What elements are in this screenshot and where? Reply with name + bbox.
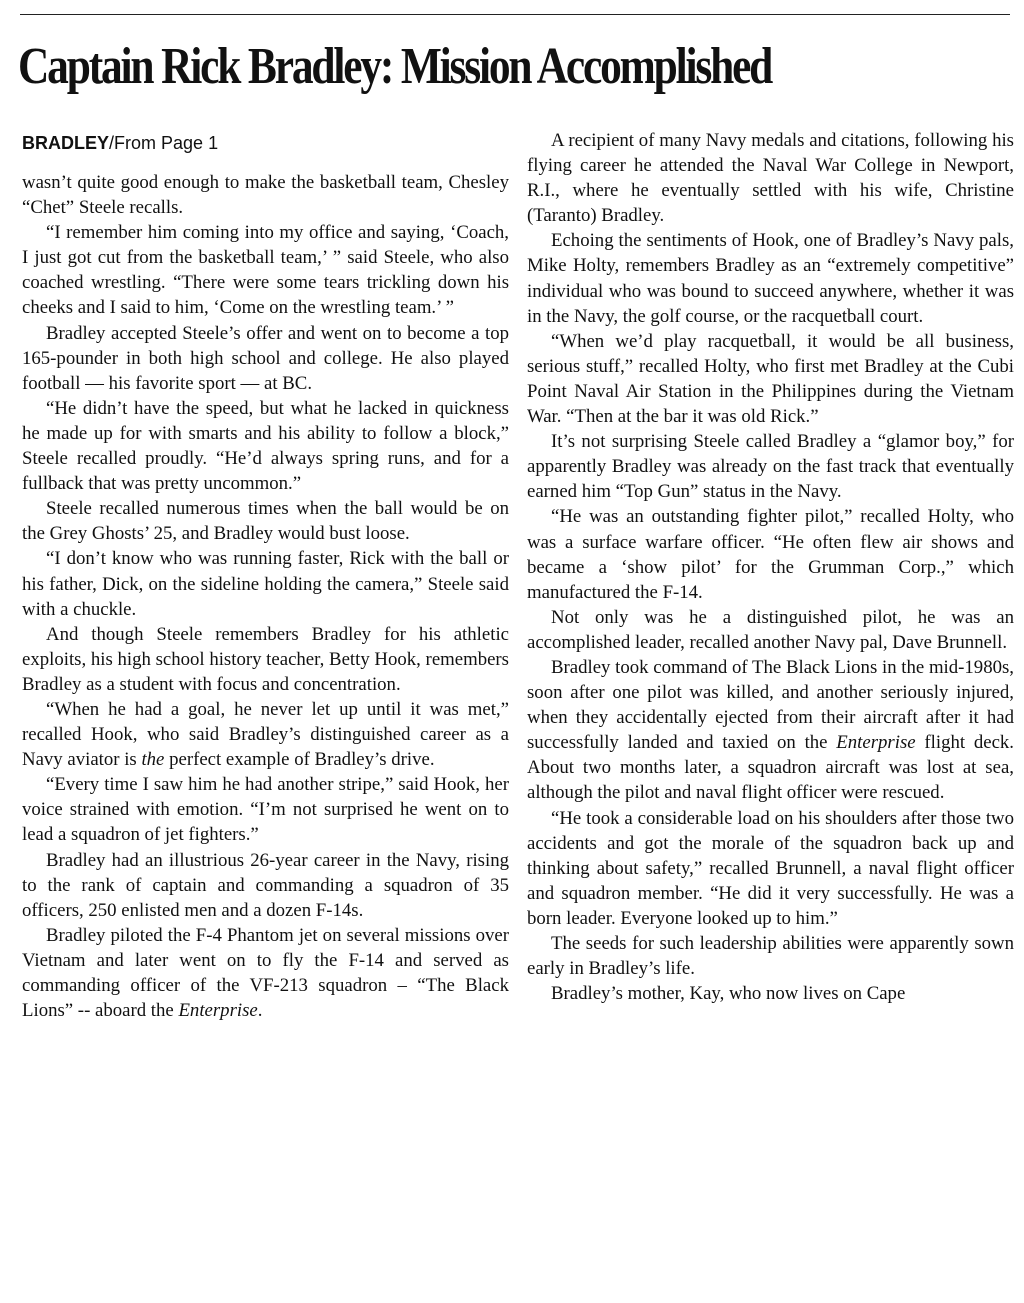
article-paragraph: [22, 546, 509, 621]
headline: Captain Rick Bradley: Mission Accomplished: [18, 38, 772, 95]
paragraph-text: Bradley’s mother, Kay, who now lives on Cape: [551, 983, 906, 1005]
paragraph-text: It’s not surprising Steele called Bradley a “glamor boy,” for apparently Bradley was already on the fast track that eventually earned him “Top Gun” status in the Navy.: [527, 431, 1014, 503]
article-paragraph: [527, 981, 1014, 1006]
paragraph-text: Steele recalled numerous times when the ball would be on the Grey Ghosts’ 25, and Bradley would bust loose.: [22, 498, 509, 545]
article-paragraph: [22, 772, 509, 847]
jump-word: BRADLEY: [22, 133, 110, 153]
paragraph-text: Bradley piloted the F-4 Phantom jet on several missions over Vietnam and later went on to fly the F-14 and served as commanding officer of the VF-213 squadron – “The Black Lions” -- aboard the: [22, 924, 509, 1022]
article-paragraph: [22, 170, 509, 220]
paragraph-text: “He took a considerable load on his shoulders after those two accidents and got the morale of the squadron back up and thinking about safety,” recalled Brunnell, a naval flight officer and squadron member. “He did it very successfully. He was a born leader. Everyone looked up to him.”: [527, 807, 1014, 929]
italic-text: Enterprise: [178, 1000, 258, 1022]
paragraph-text: The seeds for such leadership abilities were apparently sown early in Bradley’s life.: [527, 933, 1014, 980]
paragraph-text: Echoing the sentiments of Hook, one of Bradley’s Navy pals, Mike Holty, remembers Bradley as an “extremely competitive” individual who was bound to succeed anywhere, whether it was in the Navy, the golf course, or the racquetball court.: [527, 230, 1014, 327]
paragraph-text: .: [257, 1000, 263, 1022]
paragraph-text: Bradley had an illustrious 26-year career in the Navy, rising to the rank of captain and commanding a squadron of 35 officers, 250 enlisted men and a dozen F-14s.: [22, 849, 509, 921]
article-paragraph: [22, 321, 509, 396]
paragraph-text: “I remember him coming into my office and saying, ‘Coach, I just got cut from the basketball team,’ ” said Steele, who also coached wrestling. “There were some tears trickling down his cheeks and I said to him, ‘Come on the wrestling team.’ ”: [22, 222, 509, 319]
article-paragraph: [527, 329, 1014, 429]
article-paragraph: [527, 429, 1014, 504]
paragraph-text: A recipient of many Navy medals and citations, following his flying career he attended the Naval War College in Newport, R.I., where he eventually settled with his wife, Christine (Taranto) Bradley.: [527, 130, 1014, 227]
paragraph-text: Bradley accepted Steele’s offer and went on to become a top 165-pounder in both high school and college. He also played football — his favorite sport — at BC.: [22, 322, 509, 394]
top-rule: [20, 14, 1010, 15]
right-column: [527, 128, 1014, 1006]
paragraph-text: flight deck. About two months later, a squadron aircraft was lost at sea, although the pilot and naval flight officer were rescued.: [527, 732, 1014, 804]
paragraph-text: “He was an outstanding fighter pilot,” recalled Holty, who was a surface warfare officer. “He often flew air shows and became a ‘show pilot’ for the Grumman Corp.,” which manufactured the F-14.: [527, 506, 1014, 603]
article-paragraph: [22, 697, 509, 772]
article-paragraph: [22, 848, 509, 923]
left-column: [22, 128, 509, 1023]
article-paragraph: [22, 396, 509, 496]
article-paragraph: [527, 931, 1014, 981]
paragraph-text: “He didn’t have the speed, but what he lacked in quickness he made up for with smarts and his ability to follow a block,” Steele recalled proudly. “He’d always spring runs, and for a fullback that was pretty uncommon.”: [22, 397, 509, 495]
article-paragraph: [527, 504, 1014, 604]
left-column-body: [22, 170, 509, 1023]
italic-text: the: [141, 749, 165, 771]
jump-slash: /: [109, 133, 115, 153]
paragraph-text: And though Steele remembers Bradley for his athletic exploits, his high school history teacher, Betty Hook, remembers Bradley as a student with focus and concentration.: [22, 623, 509, 695]
article-paragraph: [527, 605, 1014, 655]
paragraph-text: Not only was he a distinguished pilot, he was an accomplished leader, recalled another Navy pal, Dave Brunnell.: [527, 606, 1014, 653]
article-paragraph: [22, 923, 509, 1023]
paragraph-text: “When we’d play racquetball, it would be all business, serious stuff,” recalled Holty, who first met Bradley at the Cubi Point Naval Air Station in the Philippines during the Vietnam War. “Then at the bar it was old Rick.”: [527, 330, 1014, 428]
article-paragraph: [527, 228, 1014, 328]
article-paragraph: [22, 220, 509, 320]
paragraph-text: “I don’t know who was running faster, Rick with the ball or his father, Dick, on the sideline holding the camera,” Steele said with a chuckle.: [22, 548, 509, 620]
italic-text: Enterprise: [836, 732, 916, 754]
jump-line: [22, 128, 509, 170]
article-paragraph: [527, 806, 1014, 931]
paragraph-text: wasn’t quite good enough to make the basketball team, Chesley “Chet” Steele recalls.: [22, 172, 509, 219]
article-paragraph: [527, 655, 1014, 806]
right-column-body: [527, 128, 1014, 1006]
article-paragraph: [527, 128, 1014, 228]
paragraph-text: perfect example of Bradley’s drive.: [164, 749, 435, 771]
paragraph-text: “Every time I saw him he had another stripe,” said Hook, her voice strained with emotion. “I’m not surprised he went on to lead a squadron of jet fighters.”: [22, 774, 509, 846]
jump-reference: From Page 1: [114, 133, 219, 153]
paragraph-text: “When he had a goal, he never let up until it was met,” recalled Hook, who said Bradley’s distinguished career as a Navy aviator is: [22, 698, 509, 771]
article-paragraph: [22, 622, 509, 697]
paragraph-text: Bradley took command of The Black Lions in the mid-1980s, soon after one pilot was killed, and another seriously injured, when they accidentally ejected from their aircraft after it had successfully landed and taxied on the: [527, 656, 1014, 754]
article-paragraph: [22, 496, 509, 546]
